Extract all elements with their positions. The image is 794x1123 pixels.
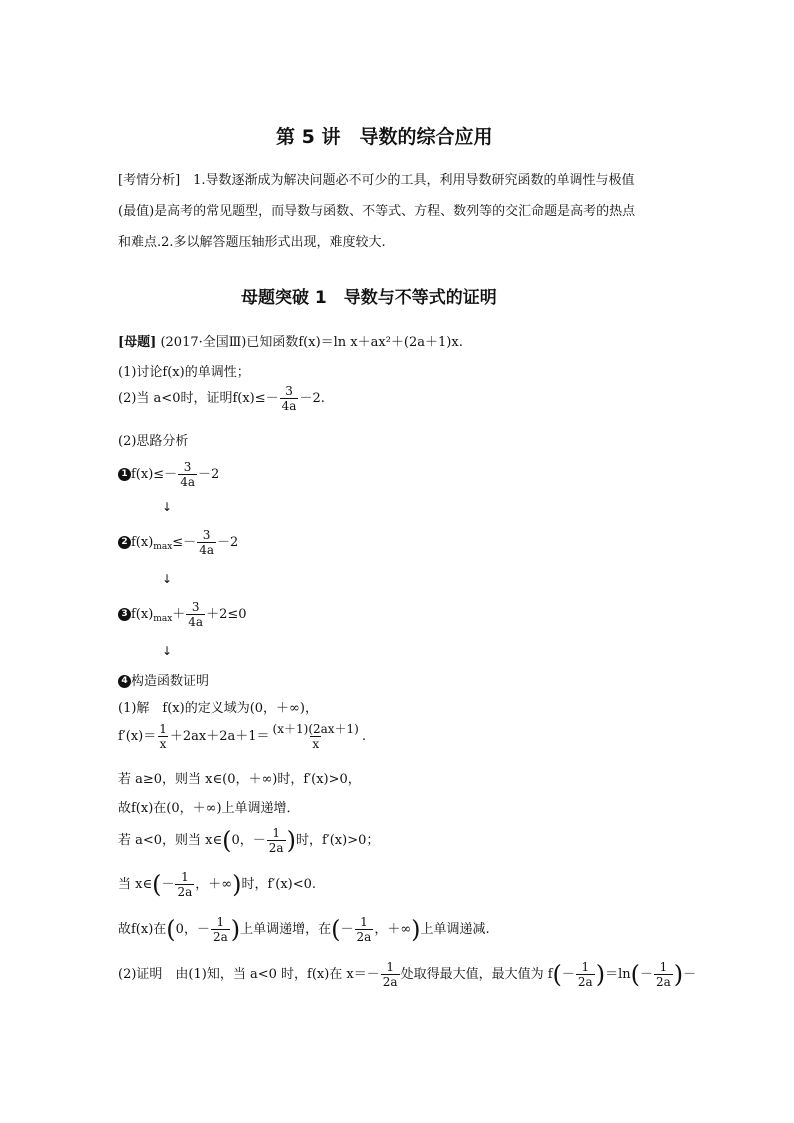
analysis-line-2: (最值)是高考的常见题型，而导数与函数、不等式、方程、数列等的交汇命题是高考的热点 xyxy=(118,204,636,219)
arrow-1: ↓ xyxy=(162,500,173,514)
l2-frac1-num: 1 xyxy=(159,722,167,736)
step-1-post: －2 xyxy=(197,467,220,482)
l8-eq: ＝ln xyxy=(605,967,631,982)
l5-frac-num: 1 xyxy=(272,826,281,840)
solution-line-1: (1)解 f(x)的定义域为(0，＋∞)， xyxy=(118,701,318,716)
l6-frac-den: 2a xyxy=(177,885,193,899)
step-4-badge: 4 xyxy=(118,675,131,688)
l8-rparen-2: ) xyxy=(673,960,684,989)
l5-rparen: ) xyxy=(286,826,296,855)
l7-pre: 故f(x)在 xyxy=(118,922,167,937)
l8-frac1-den: 2a xyxy=(382,975,398,989)
l8-fraction-2 xyxy=(576,960,595,989)
l8-lparen-2: ( xyxy=(630,960,640,989)
step-3-post: ＋2≤0 xyxy=(206,607,247,622)
l7-frac1-num: 1 xyxy=(216,915,225,929)
l7-post: 上单调递减. xyxy=(420,922,490,937)
step-3-frac-den: 4a xyxy=(188,615,204,629)
l5-frac-den: 2a xyxy=(268,841,284,855)
step-3-frac-num: 3 xyxy=(191,600,200,614)
l6-pre: 当 x∈ xyxy=(118,877,153,892)
l5-lparen: ( xyxy=(222,826,232,855)
analysis-line-1 xyxy=(118,165,635,196)
thinking-step-4 xyxy=(118,670,209,689)
step-2-sub: max xyxy=(153,542,173,552)
solution-line-2 xyxy=(118,722,366,751)
l6-rparen: ) xyxy=(232,870,242,899)
analysis-text-1: 1.导数逐渐成为解决问题必不可少的工具，利用导数研究函数的单调性与极值 xyxy=(180,173,635,188)
l8-end: － xyxy=(683,967,697,982)
step-2-mid: ≤－ xyxy=(172,535,197,550)
solution-line-8 xyxy=(118,960,696,989)
solution-line-3: 若 a≥0，则当 x∈(0，＋∞)时，f′(x)>0， xyxy=(118,772,361,787)
solution-line-6 xyxy=(118,870,316,899)
thinking-step-2 xyxy=(118,528,238,557)
step-3-fraction xyxy=(186,600,205,629)
l7-minus: － xyxy=(340,922,354,937)
thinking-step-3 xyxy=(118,600,247,629)
l5-pre: 若 a<0，则当 x∈ xyxy=(118,833,223,848)
l7-fraction-1 xyxy=(211,915,230,944)
step-1-badge: 1 xyxy=(118,468,131,481)
problem-q2 xyxy=(118,384,325,413)
l5-fraction xyxy=(267,826,286,855)
l8-frac2-den: 2a xyxy=(577,975,593,989)
step-2-pre: f(x) xyxy=(131,535,154,550)
l5-post: 时，f′(x)>0； xyxy=(295,833,380,848)
q2-prefix: (2)当 a<0时，证明f(x)≤－ xyxy=(118,391,279,406)
l7-lparen-2: ( xyxy=(331,915,341,944)
section-title: 母题突破 1 导数与不等式的证明 xyxy=(241,288,497,308)
l5-in-pre: 0，－ xyxy=(231,833,266,848)
l8-pre: (2)证明 由(1)知，当 a<0 时，f(x)在 x＝－ xyxy=(118,967,380,982)
q2-frac-den: 4a xyxy=(281,399,297,413)
l6-fraction xyxy=(175,870,194,899)
solution-line-7 xyxy=(118,915,490,944)
problem-stem xyxy=(118,331,463,350)
l6-in-pre: － xyxy=(161,877,175,892)
step-3-pre: f(x) xyxy=(131,607,154,622)
l8-rparen-1: ) xyxy=(595,960,606,989)
l7-comma-inf: ，＋∞ xyxy=(374,922,412,937)
l8-frac3-num: 1 xyxy=(659,960,668,974)
step-3-badge: 3 xyxy=(118,608,131,621)
arrow-3: ↓ xyxy=(162,644,173,658)
step-1-frac-num: 3 xyxy=(183,460,192,474)
step-2-frac-num: 3 xyxy=(202,528,211,542)
l6-lparen: ( xyxy=(152,870,162,899)
l2-frac2-num: (x＋1)(2ax＋1) xyxy=(272,722,359,736)
problem-tag: [母题] xyxy=(118,335,157,350)
l2-mid: ＋2ax＋2a＋1＝ xyxy=(169,729,270,744)
step-4-text: 构造函数证明 xyxy=(131,674,210,689)
l7-mid: 上单调递增，在 xyxy=(240,922,332,937)
l8-mid: 处取得最大值，最大值为 f xyxy=(400,967,553,982)
step-1-frac-den: 4a xyxy=(180,475,195,489)
l8-fraction-3 xyxy=(654,960,673,989)
l2-frac2-den: x xyxy=(312,737,320,751)
solution-line-4: 故f(x)在(0，＋∞)上单调递增． xyxy=(118,801,300,816)
l7-lparen-1: ( xyxy=(166,915,176,944)
problem-q1: (1)讨论f(x)的单调性； xyxy=(118,365,250,380)
problem-stem-text: (2017·全国Ⅲ)已知函数f(x)＝ln x＋ax²＋(2a＋1)x. xyxy=(160,335,463,350)
l2-post: . xyxy=(361,729,367,744)
l6-post: 时，f′(x)<0. xyxy=(241,877,317,892)
step-3-mid: ＋ xyxy=(172,607,186,622)
analysis-tag: [考情分析] xyxy=(118,173,181,188)
step-2-post: －2 xyxy=(216,535,239,550)
step-2-badge: 2 xyxy=(118,536,131,549)
l7-rparen-2: ) xyxy=(411,915,421,944)
arrow-2: ↓ xyxy=(162,572,173,586)
l7-zero-minus: 0，－ xyxy=(175,922,210,937)
step-2-fraction xyxy=(197,528,216,557)
step-1-pre: f(x)≤－ xyxy=(131,467,178,482)
l2-frac1-den: x xyxy=(159,737,167,751)
l7-frac2-den: 2a xyxy=(356,930,372,944)
l8-lparen-1: ( xyxy=(552,960,562,989)
l7-rparen-1: ) xyxy=(230,915,241,944)
thinking-heading: (2)思路分析 xyxy=(118,434,189,449)
q2-fraction xyxy=(280,384,299,413)
page-title: 第 5 讲 导数的综合应用 xyxy=(276,126,493,148)
thinking-step-1 xyxy=(118,460,219,489)
l8-frac2-num: 1 xyxy=(581,960,590,974)
l6-in-post: ，＋∞ xyxy=(195,877,233,892)
l8-frac1-num: 1 xyxy=(386,960,394,974)
step-3-sub: max xyxy=(153,614,173,624)
q2-suffix: －2. xyxy=(299,391,325,406)
l2-fraction-2 xyxy=(271,722,361,751)
l8-minus-1: － xyxy=(561,967,575,982)
solution-line-5 xyxy=(118,826,379,855)
l8-frac3-den: 2a xyxy=(656,975,671,989)
l8-minus-2: － xyxy=(639,967,653,982)
l7-frac2-num: 1 xyxy=(360,915,368,929)
l2-pre: f′(x)＝ xyxy=(118,729,157,744)
l7-fraction-2 xyxy=(355,915,374,944)
analysis-line-3: 和难点.2.多以解答题压轴形式出现，难度较大. xyxy=(118,235,386,250)
step-2-frac-den: 4a xyxy=(199,543,214,557)
l7-frac1-den: 2a xyxy=(212,930,228,944)
l2-fraction-1 xyxy=(157,722,169,751)
l8-fraction-1 xyxy=(381,960,400,989)
l6-frac-num: 1 xyxy=(181,870,189,884)
step-1-fraction xyxy=(178,460,197,489)
q2-frac-num: 3 xyxy=(285,384,293,398)
